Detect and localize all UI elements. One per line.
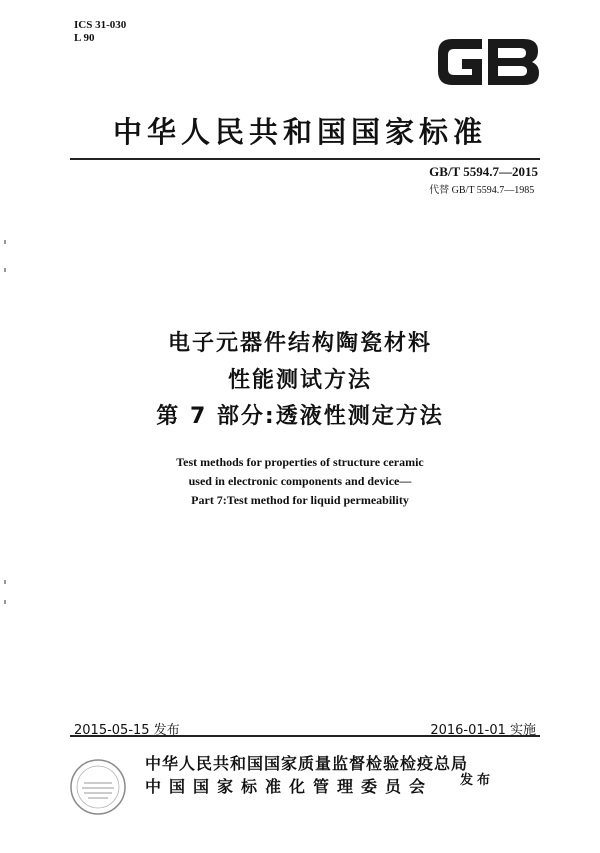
replaced-standard: 代替 GB/T 5594.7—1985 [429,185,535,196]
header-divider [70,158,540,160]
issuer-aqsiq: 中华人民共和国国家质量监督检验检疫总局 [145,754,469,773]
official-seal-stamp [68,757,128,821]
gb-logo-icon [432,33,544,91]
gb-logo [432,33,544,95]
ccs-code: L 90 [74,32,95,44]
seal-icon [68,757,128,817]
standard-number: GB/T 5594.7—2015 [429,164,538,179]
chinese-title-line-2: 性能测试方法 [227,368,372,393]
scan-mark [4,580,6,584]
implementation-date: 2016-01-01 实施 [430,723,536,738]
standard-code-block [429,164,538,196]
scan-mark [4,600,6,604]
english-title-line-2: used in electronic components and device— [188,474,412,488]
chinese-title-line-1: 电子元器件结构陶瓷材料 [167,331,432,356]
standard-type-title: 中华人民共和国国家标准 [112,115,487,149]
english-title-line-1: Test methods for properties of structure ceramic [176,455,424,469]
issuer-sac: 中国国家标准化管理委员会 [145,777,434,796]
footer-divider [70,735,540,737]
scan-mark [4,240,6,244]
ics-code: ICS 31-030 [74,19,127,31]
english-title-line-3: Part 7:Test method for liquid permeability [191,493,409,507]
issue-date: 2015-05-15 发布 [74,723,180,738]
publish-label: 发布 [460,773,495,788]
scan-mark [4,268,6,272]
classification-codes [74,19,126,45]
chinese-title-line-3: 第 7 部分:透液性测定方法 [156,404,444,429]
